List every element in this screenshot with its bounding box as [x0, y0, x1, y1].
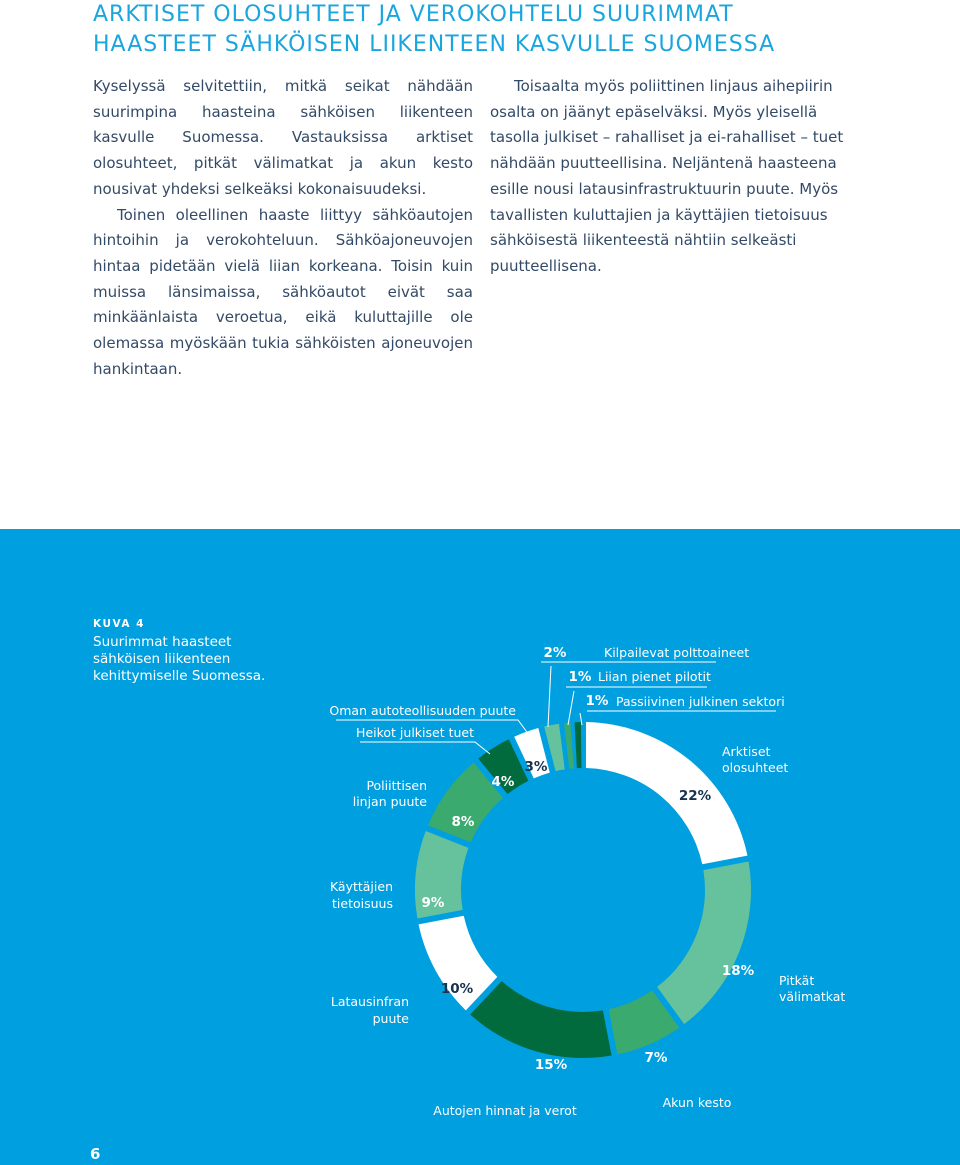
donut-slice-4: [470, 981, 611, 1058]
slice-value-label-2: 18%: [721, 963, 755, 979]
figure-label: KUVA 4: [93, 618, 145, 630]
donut-slice-12: [575, 722, 582, 768]
leader-line-8-1: [360, 742, 490, 754]
slice-category-label-1-line-1: Arktiset: [722, 744, 771, 759]
slice-category-label-8-line-1: Heikot julkiset tuet: [356, 725, 474, 740]
slice-category-label-11-line-1: Liian pienet pilotit: [598, 669, 711, 684]
slice-value-label-4: 15%: [534, 1057, 568, 1073]
slice-value-label-10: 2%: [543, 645, 567, 661]
slice-category-label-9-line-1: Oman autoteollisuuden puute: [329, 703, 516, 718]
slice-value-label-3: 7%: [644, 1050, 668, 1066]
slice-value-label-5: 10%: [440, 981, 474, 997]
donut-slice-2: [657, 861, 751, 1024]
page-number: 6: [90, 1145, 101, 1163]
body-column-right: [490, 74, 870, 280]
slice-category-label-12-line-1: Passiivinen julkinen sektori: [616, 694, 785, 709]
body-paragraph-3: Toisaalta myös poliittinen linjaus aihepiirin osalta on jäänyt epäselväksi. Myös yleisellä tasolla julkiset – rahalliset ja ei-rahalliset – tuet nähdään puutteellisina. Neljäntenä haasteena esille nousi latausinfrastruktuurin puute. Myös tavallisten kuluttajien ja käyttäjien tietoisuus sähköisestä liikenteestä nähtiin selkeästi puutteellisena.: [490, 77, 844, 275]
slice-category-label-4-line-1: Autojen hinnat ja verot: [433, 1103, 577, 1118]
donut-slice-11: [564, 722, 574, 768]
figure-caption: Suurimmat haasteet sähköisen liikenteen kehittymiselle Suomessa.: [93, 634, 266, 684]
page-heading-line2: HAASTEET SÄHKÖISEN LIIKENTEEN KASVULLE SUOMESSA: [93, 32, 776, 57]
slice-value-label-8: 4%: [491, 774, 515, 790]
slice-category-label-10-line-1: Kilpailevat polttoaineet: [604, 645, 750, 660]
slice-value-label-9: 3%: [524, 759, 548, 775]
slice-category-label-2-line-1: Pitkät: [779, 973, 815, 988]
slice-value-label-1: 22%: [678, 788, 712, 804]
leader-line-10-2: [548, 666, 551, 727]
slice-value-label-12: 1%: [585, 693, 609, 709]
slice-value-label-6: 9%: [421, 895, 445, 911]
body-paragraph-2: Toinen oleellinen haaste liittyy sähköautojen hintoihin ja verokohteluun. Sähköajoneuvojen hintaa pidetään vielä liian korkeana. Toisin kuin muissa länsimaissa, sähköautot eivät saa minkäänlaista veroetua, eikä kuluttajille ole olemassa myöskään tukia sähköisten ajoneuvojen hankintaan.: [93, 205, 473, 378]
slice-value-label-7: 8%: [451, 814, 475, 830]
slice-category-label-7-line-2: linjan puute: [352, 794, 427, 809]
page-heading-line1: ARKTISET OLOSUHTEET JA VEROKOHTELU SUURIMMAT: [93, 2, 734, 27]
slice-category-label-6-line-1: Käyttäjien: [329, 879, 393, 894]
body-column-left: [93, 74, 473, 382]
leader-line-11-2: [568, 691, 574, 725]
slice-category-label-2-line-2: välimatkat: [779, 989, 846, 1004]
body-paragraph-1: Kyselyssä selvitettiin, mitkä seikat nähdään suurimpina haasteina sähköisen liikenteen kasvulle Suomessa. Vastauksissa arktiset olosuhteet, pitkät välimatkat ja akun kesto nousivat yhdeksi selkeäksi kokonaisuudeksi.: [93, 77, 473, 198]
slice-category-label-5-line-1: Latausinfran: [330, 994, 409, 1009]
slice-category-label-5-line-2: puute: [372, 1011, 409, 1026]
page-heading: [93, 0, 893, 60]
slice-category-label-6-line-2: tietoisuus: [332, 896, 393, 911]
slice-category-label-3-line-1: Akun kesto: [662, 1095, 732, 1110]
slice-value-label-11: 1%: [568, 669, 592, 685]
slice-category-label-7-line-1: Poliittisen: [366, 778, 427, 793]
donut-chart: [0, 529, 960, 1165]
slice-category-label-1-line-2: olosuhteet: [722, 760, 789, 775]
